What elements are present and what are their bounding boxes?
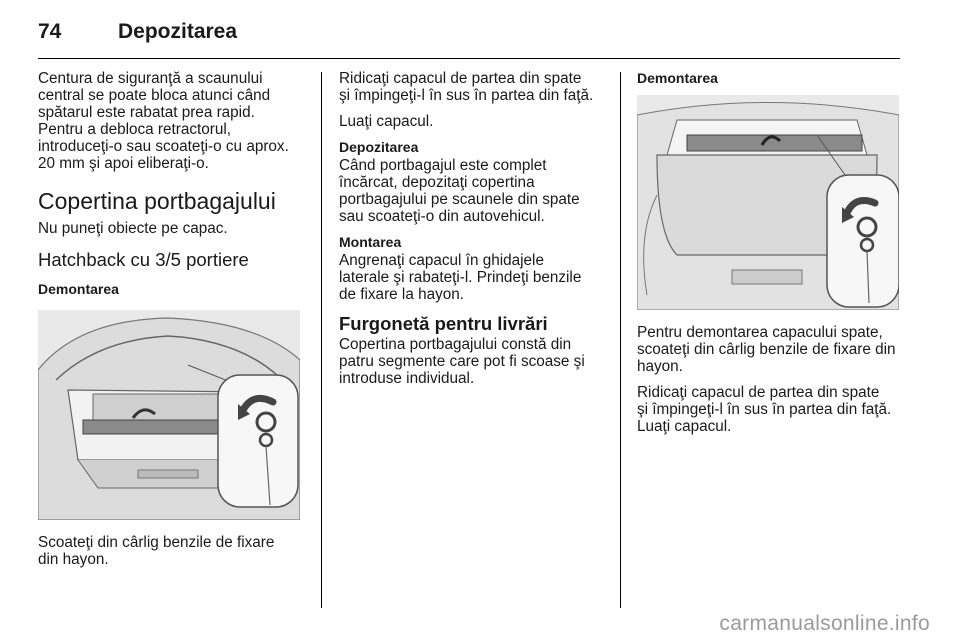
watermark: carmanualsonline.info (719, 612, 930, 635)
note-paragraph: Nu puneţi obiecte pe capac. (38, 220, 228, 237)
subsection-heading: Hatchback cu 3/5 portiere (38, 249, 249, 270)
column-right (637, 70, 907, 444)
column-divider (321, 72, 322, 608)
storage-heading: Depozitarea (339, 139, 419, 155)
hatchback-cover-illustration (38, 310, 300, 520)
column-middle (339, 70, 609, 396)
removal-heading: Demontarea (637, 70, 718, 86)
storage-paragraph: Când portbagajul este complet încărcat, depozitaţi copertina portbagajului pe scaunele din spate sau scoateţi-o din autovehicul. (339, 157, 580, 225)
removal-caption: Scoateţi din cârlig benzile de fixare din hayon. (38, 534, 275, 568)
van-paragraph: Copertina portbagajului constă din patru segmente care pot fi scoase şi introduse individual. (339, 336, 585, 387)
section-heading: Copertina portbagajului (38, 188, 276, 214)
van-lift-paragraph: Ridicaţi capacul de partea din spate şi împingeţi-l în sus în partea din faţă. Luaţi capacul. (637, 384, 892, 435)
page-header (38, 14, 900, 59)
install-paragraph: Angrenaţi capacul în ghidajele laterale şi rabateţi-l. Prindeţi benzile de fixare la hayon. (339, 252, 582, 303)
lift-instruction: Ridicaţi capacul de partea din spate şi împingeţi-l în sus în partea din faţă. (339, 70, 594, 104)
column-divider (620, 72, 621, 608)
column-left (38, 70, 308, 577)
van-removal-paragraph: Pentru demontarea capacului spate, scoateţi din cârlig benzile de fixare din hayon. (637, 324, 896, 375)
van-cover-illustration (637, 95, 899, 310)
removal-heading: Demontarea (38, 281, 119, 297)
van-heading: Furgonetă pentru livrări (339, 313, 548, 334)
install-heading: Montarea (339, 234, 402, 250)
intro-paragraph: Centura de siguranţă a scaunului central se poate bloca atunci când spătarul este rabatat prea rapid. Pentru a debloca retractorul, introduceţi-o sau scoateţi-o cu aprox. 20 mm şi apoi eliberaţi-o. (38, 70, 289, 172)
take-cover-instruction: Luaţi capacul. (339, 113, 434, 130)
page-number: 74 (38, 20, 62, 43)
page-title: Depozitarea (118, 20, 238, 43)
